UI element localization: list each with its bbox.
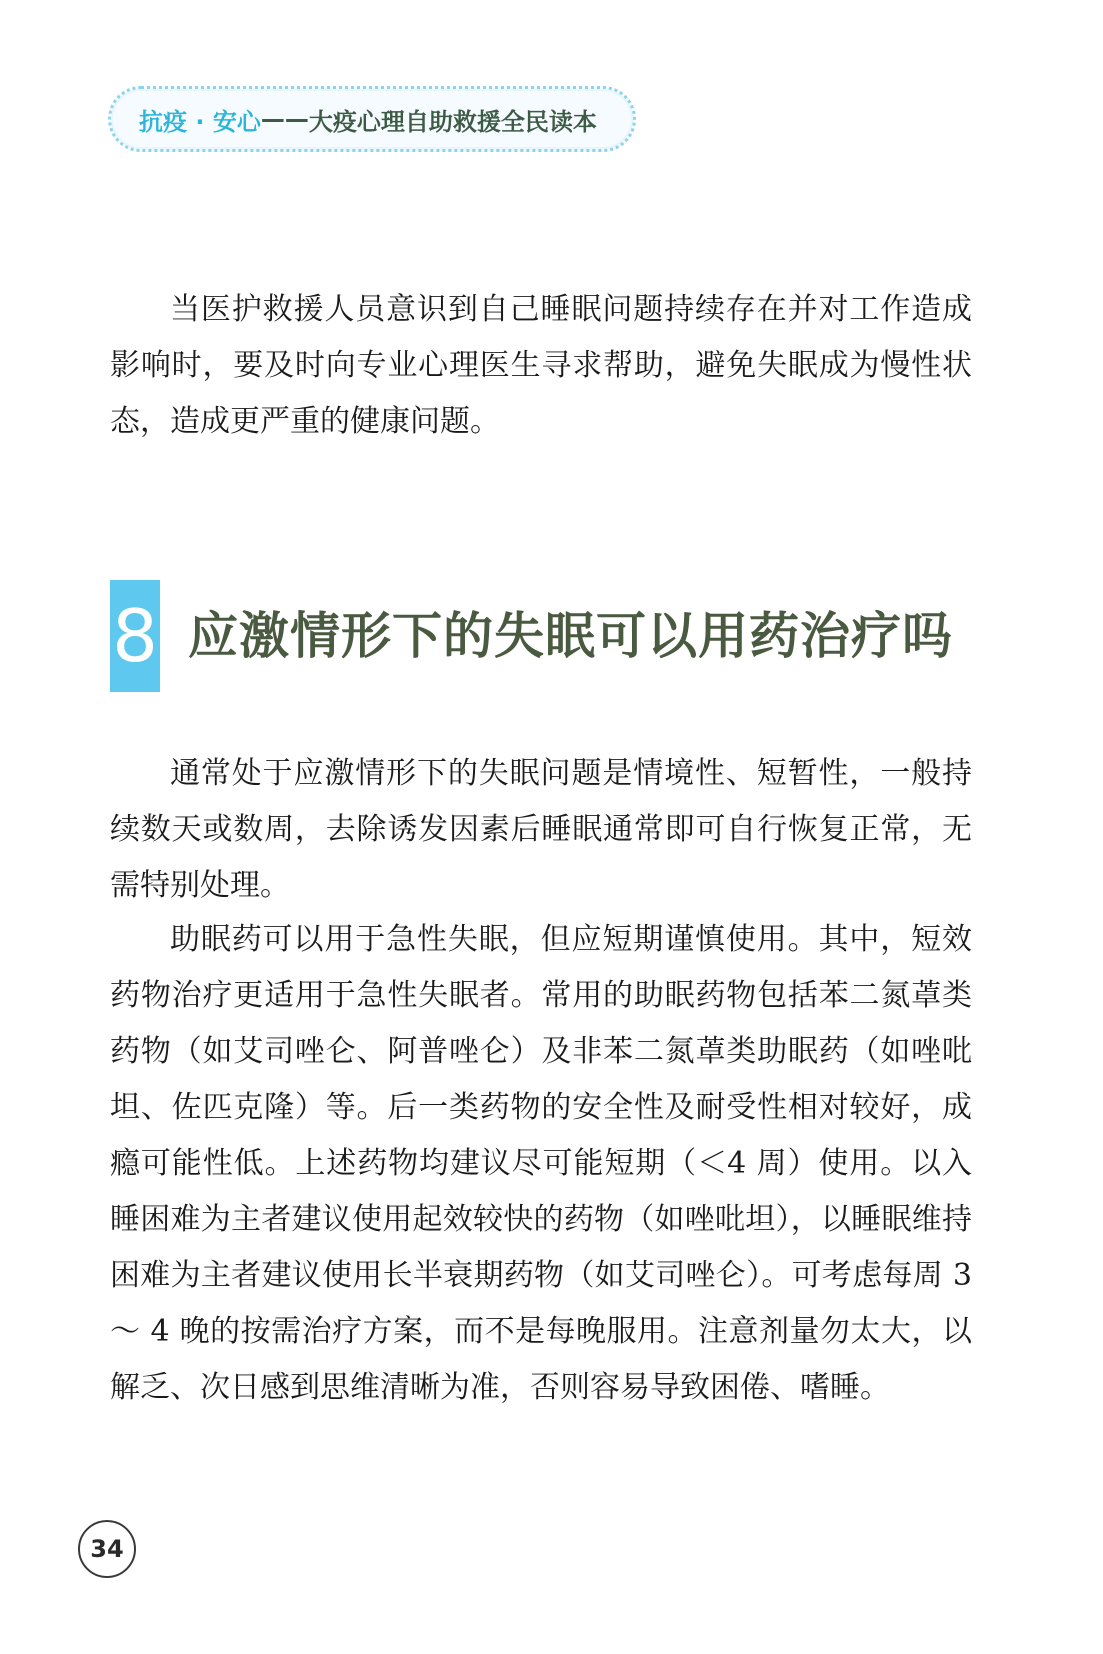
- header-dash: ——: [260, 105, 309, 133]
- header-banner: [108, 86, 636, 152]
- page-number: 34: [78, 1520, 136, 1578]
- section-title: 应激情形下的失眠可以用药治疗吗: [188, 607, 953, 665]
- section-paragraph-1: 通常处于应激情形下的失眠问题是情境性、短暂性，一般持续数天或数周，去除诱发因素后睡眠通常即可自行恢复正常，无需特别处理。: [110, 756, 972, 903]
- section-number-badge: 8: [110, 580, 160, 692]
- section-paragraph-2: 助眠药可以用于急性失眠，但应短期谨慎使用。其中，短效药物治疗更适用于急性失眠者。常用的助眠药物包括苯二氮䓬类药物（如艾司唑仑、阿普唑仑）及非苯二氮䓬类助眠药（如唑吡坦、佐匹克隆）等。后一类药物的安全性及耐受性相对较好，成瘾可能性低。上述药物均建议尽可能短期（＜4 周）使用。以入睡困难为主者建议使用起效较快的药物（如唑吡坦），以睡眠维持困难为主者建议使用长半衰期药物（如艾司唑仑）。可考虑每周 3 ～ 4 晚的按需治疗方案，而不是每晚服用。注意剂量勿太大，以解乏、次日感到思维清晰为准，否则容易导致困倦、嗜睡。: [110, 922, 972, 1405]
- intro-paragraph: 当医护救援人员意识到自己睡眠问题持续存在并对工作造成影响时，要及时向专业心理医生寻求帮助，避免失眠成为慢性状态，造成更严重的健康问题。: [110, 292, 972, 439]
- header-series-name: 抗疫 · 安心: [139, 107, 261, 136]
- header-book-title: 大疫心理自助救援全民读本: [308, 107, 597, 136]
